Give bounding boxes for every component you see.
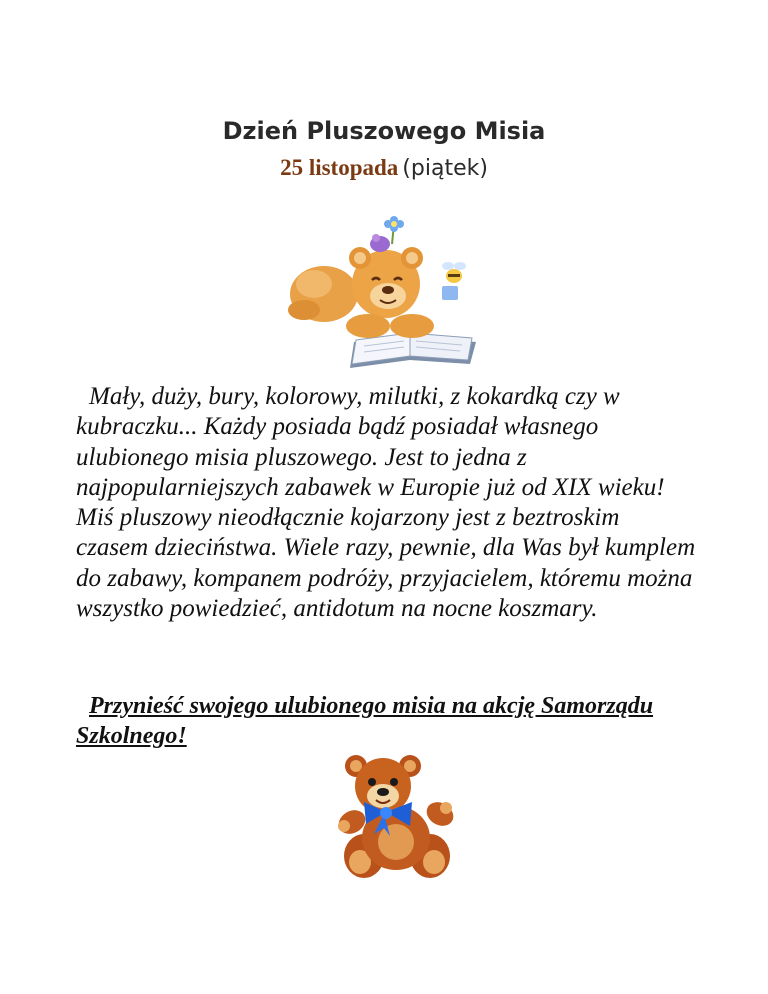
page-title: Dzień Pluszowego Misia — [222, 117, 546, 145]
reading-teddy-bear-icon — [284, 214, 480, 374]
blue-flower-icon — [384, 216, 404, 232]
bee-icon — [442, 262, 466, 300]
body-paragraph: Mały, duży, bury, kolorowy, milutki, z kokardką czy w kubraczku... Każdy posiada bądź posiadał własnego ulubionego misia pluszowego. Jest to jedna z najpopularniejszych zabawek w Europie już od XIX wieku! Miś pluszowy nieodłącznie kojarzony jest z beztroskim czasem dzieciństwa. Wiele razy, pewnie, dla Was był kumplem do zabawy, kompanem podróży, przyjacielem, któremu można wszystko powiedzieć, antidotum na nocne koszmary. — [76, 383, 696, 623]
open-book-icon — [350, 333, 476, 368]
event-date: 25 listopada — [280, 155, 399, 180]
event-weekday: (piątek) — [402, 156, 488, 181]
event-date-line — [0, 152, 768, 187]
call-to-action: Przynieść swojego ulubionego misia na akcję Samorządu Szkolnego! — [76, 693, 654, 749]
sitting-teddy-bear-icon — [330, 752, 458, 884]
